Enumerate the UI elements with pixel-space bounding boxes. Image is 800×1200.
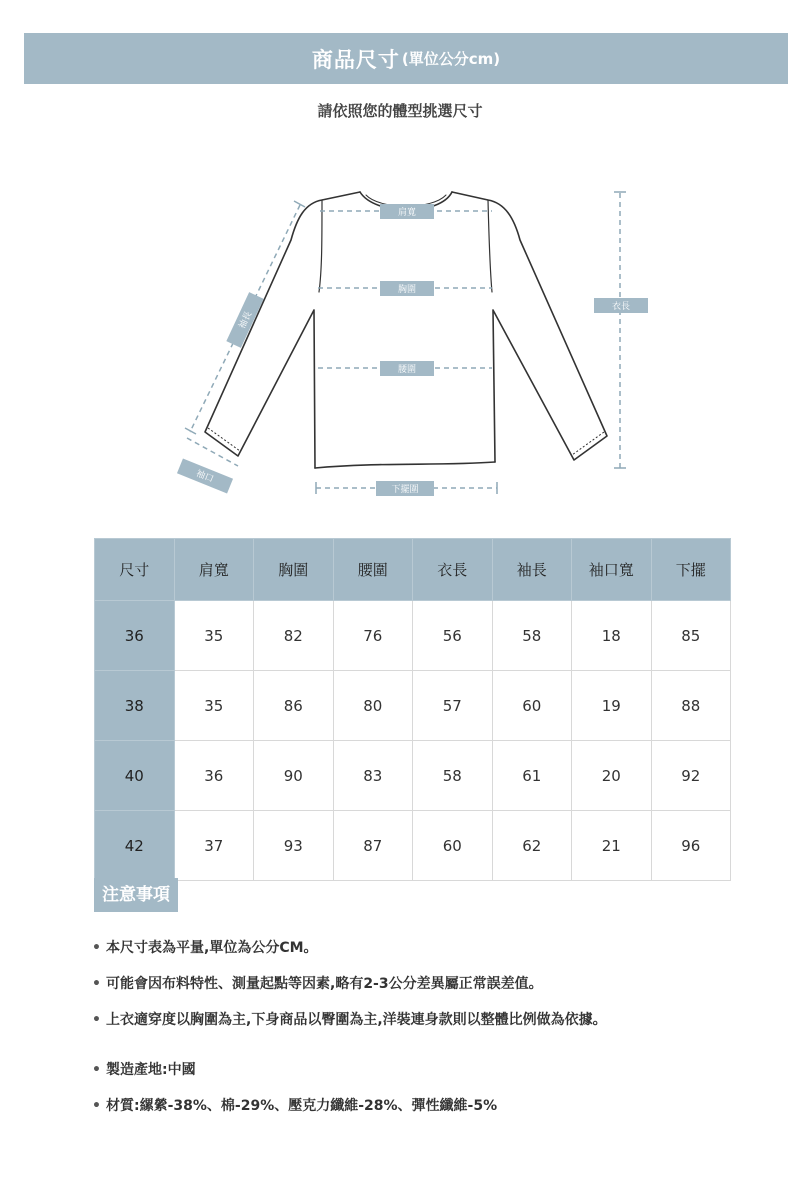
table-cell: 82 xyxy=(254,601,334,671)
note-item xyxy=(92,970,782,1006)
label-chest-text: 胸圍 xyxy=(397,285,417,295)
size-cell: 38 xyxy=(95,671,175,741)
notes-list xyxy=(92,934,782,1128)
table-cell: 61 xyxy=(492,741,572,811)
header-shoulder: 肩寬 xyxy=(174,539,254,601)
table-cell: 58 xyxy=(492,601,572,671)
table-cell: 20 xyxy=(572,741,652,811)
label-hem xyxy=(376,481,434,496)
table-cell: 21 xyxy=(572,811,652,881)
table-cell: 35 xyxy=(174,601,254,671)
label-length-text: 衣長 xyxy=(611,302,631,312)
note-item xyxy=(92,934,782,970)
size-table xyxy=(94,538,731,881)
note-text: 可能會因布料特性、測量起點等因素,略有2-3公分差異屬正常誤差值。 xyxy=(106,976,543,992)
label-shoulder xyxy=(380,204,434,219)
table-cell: 88 xyxy=(651,671,731,741)
garment-diagram xyxy=(0,170,800,510)
table-row xyxy=(95,671,731,741)
table-cell: 80 xyxy=(333,671,413,741)
table-cell: 62 xyxy=(492,811,572,881)
table-cell: 60 xyxy=(413,811,493,881)
material-text: 材質:縲縈-38%、棉-29%、壓克力纖維-28%、彈性纖維-5% xyxy=(106,1098,498,1114)
left-outline xyxy=(205,192,360,468)
header-waist: 腰圍 xyxy=(333,539,413,601)
note-text: 本尺寸表為平量,單位為公分CM。 xyxy=(106,940,318,956)
header-cuff-width: 袖口寬 xyxy=(572,539,652,601)
table-cell: 87 xyxy=(333,811,413,881)
label-sleeve xyxy=(226,292,263,348)
table-row xyxy=(95,601,731,671)
table-cell: 85 xyxy=(651,601,731,671)
unit-note: (單位公分cm) xyxy=(401,50,501,68)
table-cell: 58 xyxy=(413,741,493,811)
right-outline xyxy=(452,192,607,462)
bullet-icon: • xyxy=(92,976,101,992)
table-cell: 60 xyxy=(492,671,572,741)
label-waist-text: 腰圍 xyxy=(397,365,417,375)
header-length: 衣長 xyxy=(413,539,493,601)
notes-title: 注意事項 xyxy=(94,878,178,912)
label-length xyxy=(594,298,648,313)
header-size: 尺寸 xyxy=(95,539,175,601)
table-cell: 57 xyxy=(413,671,493,741)
label-cuff-text: 袖口 xyxy=(194,468,215,485)
table-cell: 37 xyxy=(174,811,254,881)
label-cuff xyxy=(177,458,233,493)
size-cell: 40 xyxy=(95,741,175,811)
label-chest xyxy=(380,281,434,296)
table-cell: 36 xyxy=(174,741,254,811)
table-cell: 96 xyxy=(651,811,731,881)
label-sleeve-text: 袖長 xyxy=(237,310,255,331)
page-subtitle: 請依照您的體型挑選尺寸 xyxy=(317,102,483,120)
title-banner xyxy=(24,33,788,84)
bullet-icon: • xyxy=(92,1098,101,1114)
bullet-icon: • xyxy=(92,1062,101,1078)
table-cell: 18 xyxy=(572,601,652,671)
detail-item xyxy=(92,1056,782,1092)
header-chest: 胸圍 xyxy=(254,539,334,601)
table-cell: 76 xyxy=(333,601,413,671)
table-row xyxy=(95,811,731,881)
table-header-row xyxy=(95,539,731,601)
size-cell: 42 xyxy=(95,811,175,881)
bullet-icon: • xyxy=(92,940,101,956)
label-shoulder-text: 肩寬 xyxy=(397,208,417,218)
table-cell: 90 xyxy=(254,741,334,811)
table-cell: 92 xyxy=(651,741,731,811)
table-row xyxy=(95,741,731,811)
table-cell: 35 xyxy=(174,671,254,741)
table-cell: 93 xyxy=(254,811,334,881)
note-item xyxy=(92,1006,782,1042)
table-cell: 86 xyxy=(254,671,334,741)
header-sleeve: 袖長 xyxy=(492,539,572,601)
origin-text: 製造產地:中國 xyxy=(106,1062,196,1078)
header-hem: 下擺 xyxy=(651,539,731,601)
page-title: 商品尺寸 xyxy=(311,47,400,72)
table-cell: 19 xyxy=(572,671,652,741)
size-cell: 36 xyxy=(95,601,175,671)
label-waist xyxy=(380,361,434,376)
label-hem-text: 下擺圍 xyxy=(391,485,419,495)
table-cell: 56 xyxy=(413,601,493,671)
detail-item xyxy=(92,1092,782,1128)
table-cell: 83 xyxy=(333,741,413,811)
bullet-icon: • xyxy=(92,1012,101,1028)
note-text: 上衣適穿度以胸圍為主,下身商品以臀圍為主,洋裝連身款則以整體比例做為依據。 xyxy=(106,1012,607,1028)
